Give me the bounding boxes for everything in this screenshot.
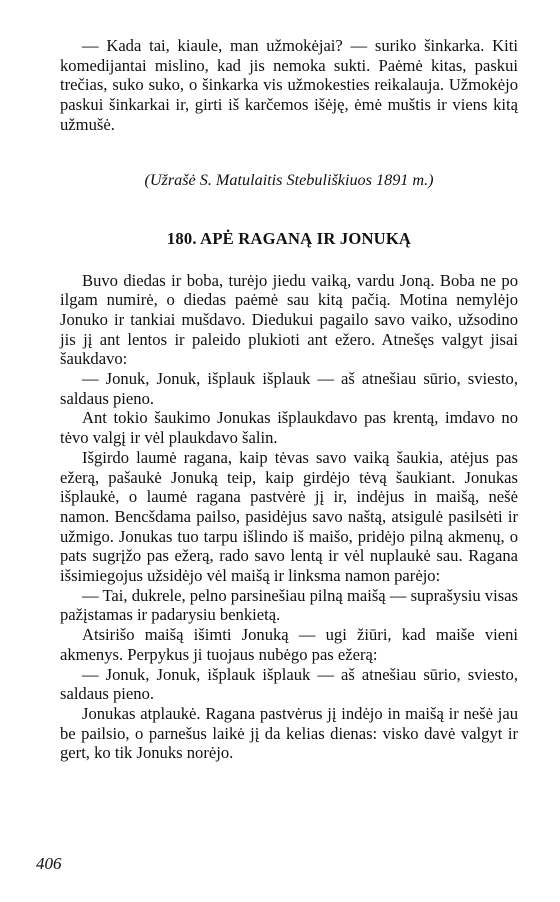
story-paragraph: Išgirdo laumė ragana, kaip tėvas savo vaiką šaukia, atėjus pas ežerą, pašaukė Jonuką teip, kaip girdėjo tėvą šaukiant. Jonukas išplaukė, o laumė ragana pastvėrė jį ir, indėjus in maišą, nešė namon. Bencšdama pailso, pasidėjus savo naštą, atsigulė pasilsėti ir užmigo. Jonukas tuo tarpu išlindo iš maišo, pridėjo pilną akmenų, o pats sugrįžo pas ežerą, rado savo lentą ir vėl nuplaukė sau. Ragana išsimiegojus užsidėjo vėl maišą ir linksma namon parėjo: — [60, 447, 518, 586]
page-body — [60, 36, 518, 763]
story-title: 180. APĖ RAGANĄ IR JONUKĄ — [166, 228, 412, 248]
story-paragraph: — Jonuk, Jonuk, išplauk išplauk — aš atnešiau sūrio, sviesto, saldaus pieno. — [60, 369, 518, 408]
story-paragraph: Jonukas atplaukė. Ragana pastvėrus jį indėjo in maišą ir nešė jau be pailsio, o parnešus laikė jį da kelias dienas: visko davė valgyt ir gert, ko tik Jonuks norėjo. — [60, 703, 518, 763]
story-paragraph: — Tai, dukrele, pelno parsinešiau pilną maišą — suprašysiu visas pažįstamas ir padarysiu benkietą. — [60, 585, 518, 625]
source-note: (Užrašė S. Matulaitis Stebuliškiuos 1891 m.) — [144, 170, 434, 189]
story-paragraph: Ant tokio šaukimo Jonukas išplaukdavo pas krentą, imdavo no tėvo valgį ir vėl plaukdavo šalin. — [60, 408, 518, 448]
story-paragraph: — Jonuk, Jonuk, išplauk išplauk — aš atnešiau sūrio, sviesto, saldaus pieno. — [60, 664, 518, 704]
paragraph-opening: — Kada tai, kiaule, man užmokėjai? — suriko šinkarka. Kiti komedijantai mislino, kad jis nemoka sukti. Paėmė kitas, paskui trečias, suko suko, o šinkarka vis užmokesties reikalauja. Užmokėjo paskui šinkarkai ir, girti iš karčemos išėję, ėmė muštis ir viens kitą užmušė. — [60, 36, 518, 134]
page-number: 406 — [36, 854, 62, 873]
story-paragraph: Buvo diedas ir boba, turėjo jiedu vaiką, vardu Joną. Boba ne po ilgam numirė, o diedas paėmė sau kitą pačią. Motina nemylėjo Jonuko ir tankiai mušdavo. Diedukui pagailo savo vaiko, užsodino jis jį ant lentos ir paleido plukioti ant ežero. Atnešęs valgyt jisai šaukdavo: — [60, 270, 518, 369]
story-paragraph: Atsirišo maišą išimti Jonuką — ugi žiūri, kad maiše vieni akmenys. Perpykus ji tuojaus nubėgo pas ežerą: — [60, 625, 518, 664]
